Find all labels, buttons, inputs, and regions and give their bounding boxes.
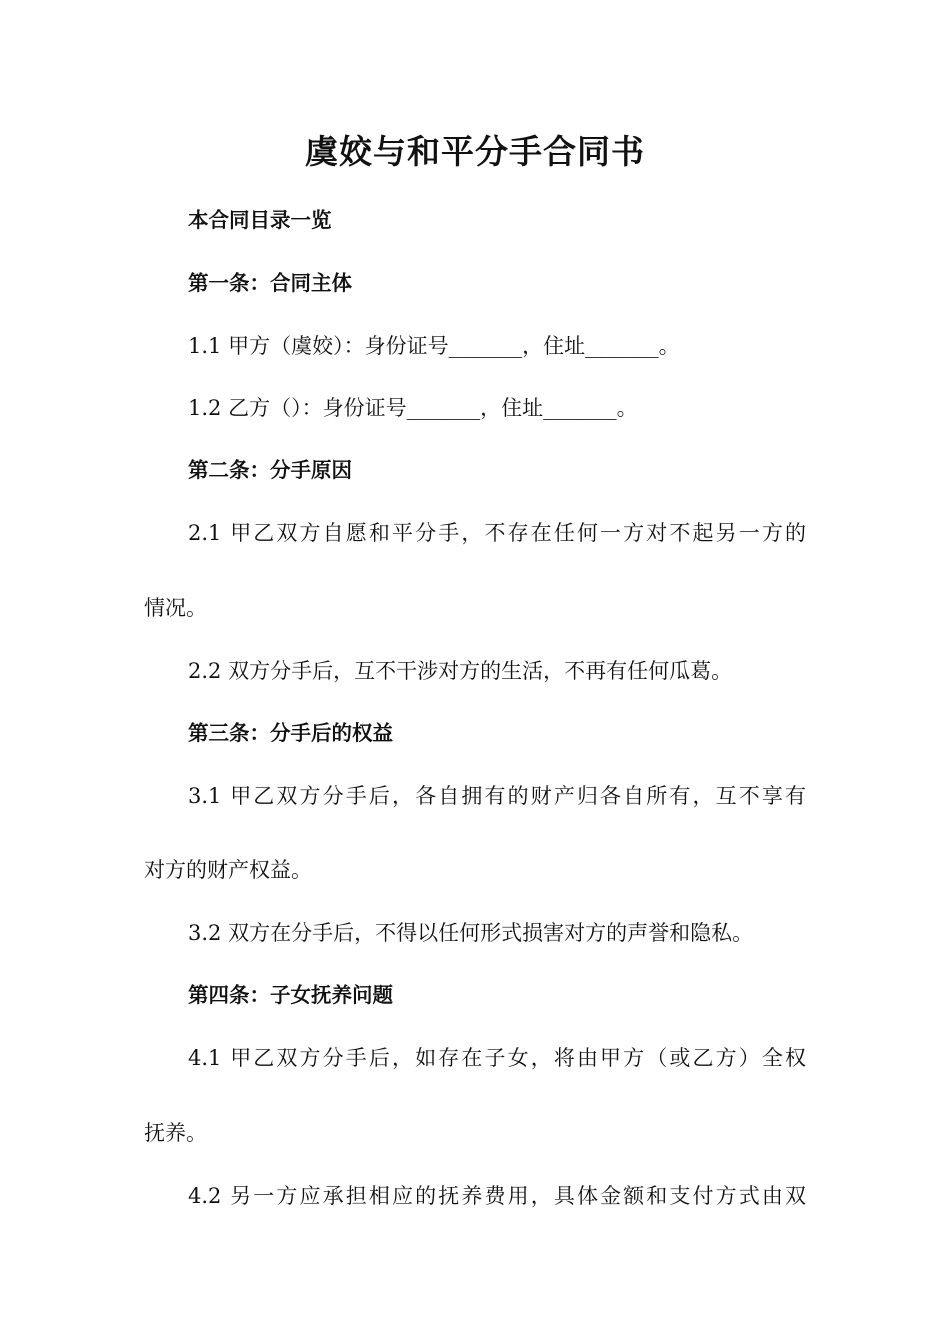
clause-4-2-line-1: 4.2 另一方应承担相应的抚养费用，具体金额和支付方式由双 xyxy=(188,1184,806,1208)
clause-2-1-line-2: 情况。 xyxy=(144,596,207,620)
article-3-heading: 第三条：分手后的权益 xyxy=(188,721,393,745)
article-4-heading: 第四条：子女抚养问题 xyxy=(188,983,393,1007)
clause-4-1-line-1: 4.1 甲乙双方分手后，如存在子女，将由甲方（或乙方）全权 xyxy=(188,1046,806,1070)
clause-3-2: 3.2 双方在分手后，不得以任何形式损害对方的声誉和隐私。 xyxy=(188,921,754,945)
clause-2-1-line-1: 2.1 甲乙双方自愿和平分手，不存在任何一方对不起另一方的 xyxy=(188,521,806,545)
clause-4-1-line-2: 抚养。 xyxy=(144,1121,207,1145)
clause-1-2: 1.2 乙方（）：身份证号_______，住址_______。 xyxy=(188,396,638,420)
clause-3-1-line-1: 3.1 甲乙双方分手后，各自拥有的财产归各自所有，互不享有 xyxy=(188,784,806,808)
clause-3-1-line-2: 对方的财产权益。 xyxy=(144,858,312,882)
document-title: 虞姣与和平分手合同书 xyxy=(305,132,645,171)
clause-1-1: 1.1 甲方（虞姣）：身份证号_______，住址_______。 xyxy=(188,334,680,358)
article-1-heading: 第一条：合同主体 xyxy=(188,271,352,295)
clause-2-2: 2.2 双方分手后，互不干涉对方的生活，不再有任何瓜葛。 xyxy=(188,659,733,683)
toc-heading: 本合同目录一览 xyxy=(188,208,332,232)
article-2-heading: 第二条：分手原因 xyxy=(188,458,352,482)
